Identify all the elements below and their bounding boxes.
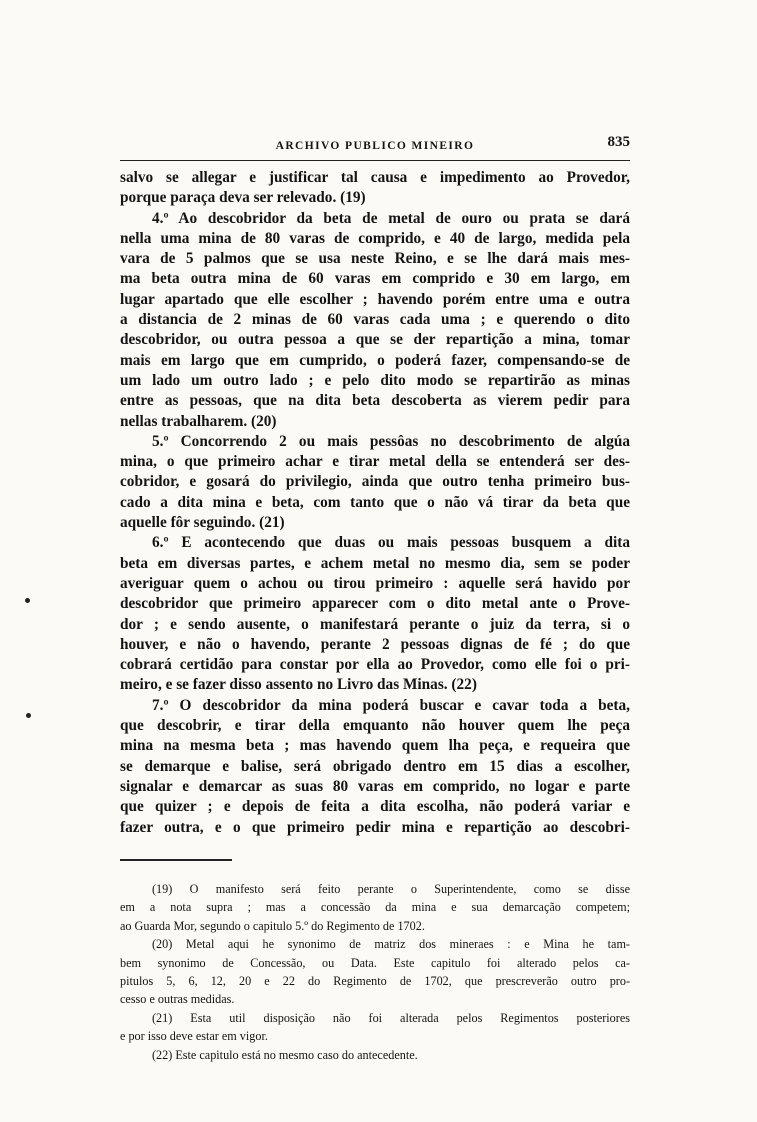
body-line: signalar e demarcar as suas 80 varas em comprido, no logar e parte <box>120 777 630 795</box>
body-line: mais em largo que em cumprido, o poderá fazer, compensando-se de <box>120 351 630 369</box>
body-line: descobridor que primeiro apparecer com o dito metal ante o Prove- <box>120 595 630 613</box>
margin-dot-mark <box>25 598 30 603</box>
footnote-line: em a nota supra ; mas a concessão da mina e sua demarcação competem; <box>120 900 630 915</box>
page-header <box>120 134 630 160</box>
body-line: averiguar quem o achou ou tirou primeiro : aquelle será havido por <box>120 574 630 592</box>
footnote-line: (19) O manifesto será feito perante o Superintendente, como se disse <box>152 882 630 896</box>
body-line: cobrará certidão para constar por ella ao Provedor, como elle foi o pri- <box>120 656 630 674</box>
footnote-line: (20) Metal aqui he synonimo de matriz dos mineraes : e Mina he tam- <box>152 937 630 952</box>
body-text <box>120 168 630 838</box>
body-line: 6.º E acontecendo que duas ou mais pessoas busquem a dita <box>152 534 630 552</box>
running-title: ARCHIVO PUBLICO MINEIRO <box>275 140 475 152</box>
body-line: a distancia de 2 minas de 60 varas cada uma ; e querendo o dito <box>120 311 630 329</box>
body-line: 4.º Ao descobridor da beta de metal de ouro ou prata se dará <box>152 209 630 227</box>
footnote-line: ao Guarda Mor, segundo o capitulo 5.º do Regimento de 1702. <box>120 918 425 933</box>
body-line: fazer outra, e o que primeiro pedir mina e repartição ao descobri- <box>120 818 630 836</box>
margin-dot-mark <box>26 713 31 718</box>
footnote-line: pitulos 5, 6, 12, 20 e 22 do Regimento de 1702, que prescreverão outro pro- <box>120 974 630 989</box>
body-line: nella uma mina de 80 varas de comprido, e 40 de largo, medida pela <box>120 229 630 247</box>
footnote-line: (22) Este capitulo está no mesmo caso do antecedente. <box>152 1047 418 1062</box>
body-line: vara de 5 palmos que se usa neste Reino, e se lhe dará mais mes- <box>120 250 630 268</box>
body-line: meiro, e se fazer disso assento no Livro das Minas. (22) <box>120 676 477 694</box>
footnote-line: bem synonimo de Concessão, ou Data. Este capitulo foi alterado pelos ca- <box>120 955 630 970</box>
footnotes <box>120 880 630 1064</box>
body-line: que quizer ; e depois de feita a dita escolha, não poderá variar e <box>120 798 630 816</box>
body-line: nellas trabalharem. (20) <box>120 412 277 430</box>
body-line: beta em diversas partes, e achem metal no mesmo dia, sem se poder <box>120 554 630 572</box>
footnote-line: (21) Esta util disposição não foi alterada pelos Regimentos posteriores <box>152 1010 630 1025</box>
body-line: ma beta outra mina de 60 varas em comprido e 30 em largo, em <box>120 270 630 288</box>
body-line: salvo se allegar e justificar tal causa e impedimento ao Provedor, <box>120 169 630 186</box>
footnote-line: e por isso deve estar em vigor. <box>120 1029 268 1044</box>
body-line: entre as pessoas, que na dita beta descoberta as vierem pedir para <box>120 392 630 410</box>
body-line: dor ; e sendo ausente, o manifestará perante o juiz da terra, si o <box>120 615 630 633</box>
body-line: se demarque e balise, será obrigado dentro em 15 dias a escolher, <box>120 757 630 775</box>
page-number: 835 <box>607 134 630 150</box>
footnote-rule <box>120 859 232 861</box>
body-line: cobridor, e gosará do privilegio, ainda que outro tenha primeiro bus- <box>120 473 630 491</box>
footnote-line: cesso e outras medidas. <box>120 992 235 1007</box>
body-line: cado a dita mina e beta, com tanto que o não vá tirar da beta que <box>120 493 630 511</box>
body-line: que descobrir, e tirar della emquanto não houver quem lhe peça <box>120 717 630 735</box>
body-line: 5.º Concorrendo 2 ou mais pessôas no descobrimento de algúa <box>152 432 630 450</box>
body-line: houver, e não o havendo, perante 2 pessoas dignas de fé ; do que <box>120 635 630 653</box>
body-line: descobridor, ou outra pessoa a que se der repartição a mina, tomar <box>120 331 630 349</box>
body-line: lugar apartado que elle escolher ; havendo porém entre uma e outra <box>120 290 630 308</box>
header-rule <box>120 160 630 161</box>
body-line: mina, o que primeiro achar e tirar metal della se entenderá ser des- <box>120 453 630 471</box>
body-line: 7.º O descobridor da mina poderá buscar e cavar toda a beta, <box>152 696 630 714</box>
body-line: porque paraça deva ser relevado. (19) <box>120 189 366 207</box>
body-line: mina na mesma beta ; mas havendo quem lha peça, e requeira que <box>120 737 630 755</box>
body-line: um lado um outro lado ; e pelo dito modo se repartirão as minas <box>120 371 630 389</box>
body-line: aquelle fôr seguindo. (21) <box>120 514 285 532</box>
